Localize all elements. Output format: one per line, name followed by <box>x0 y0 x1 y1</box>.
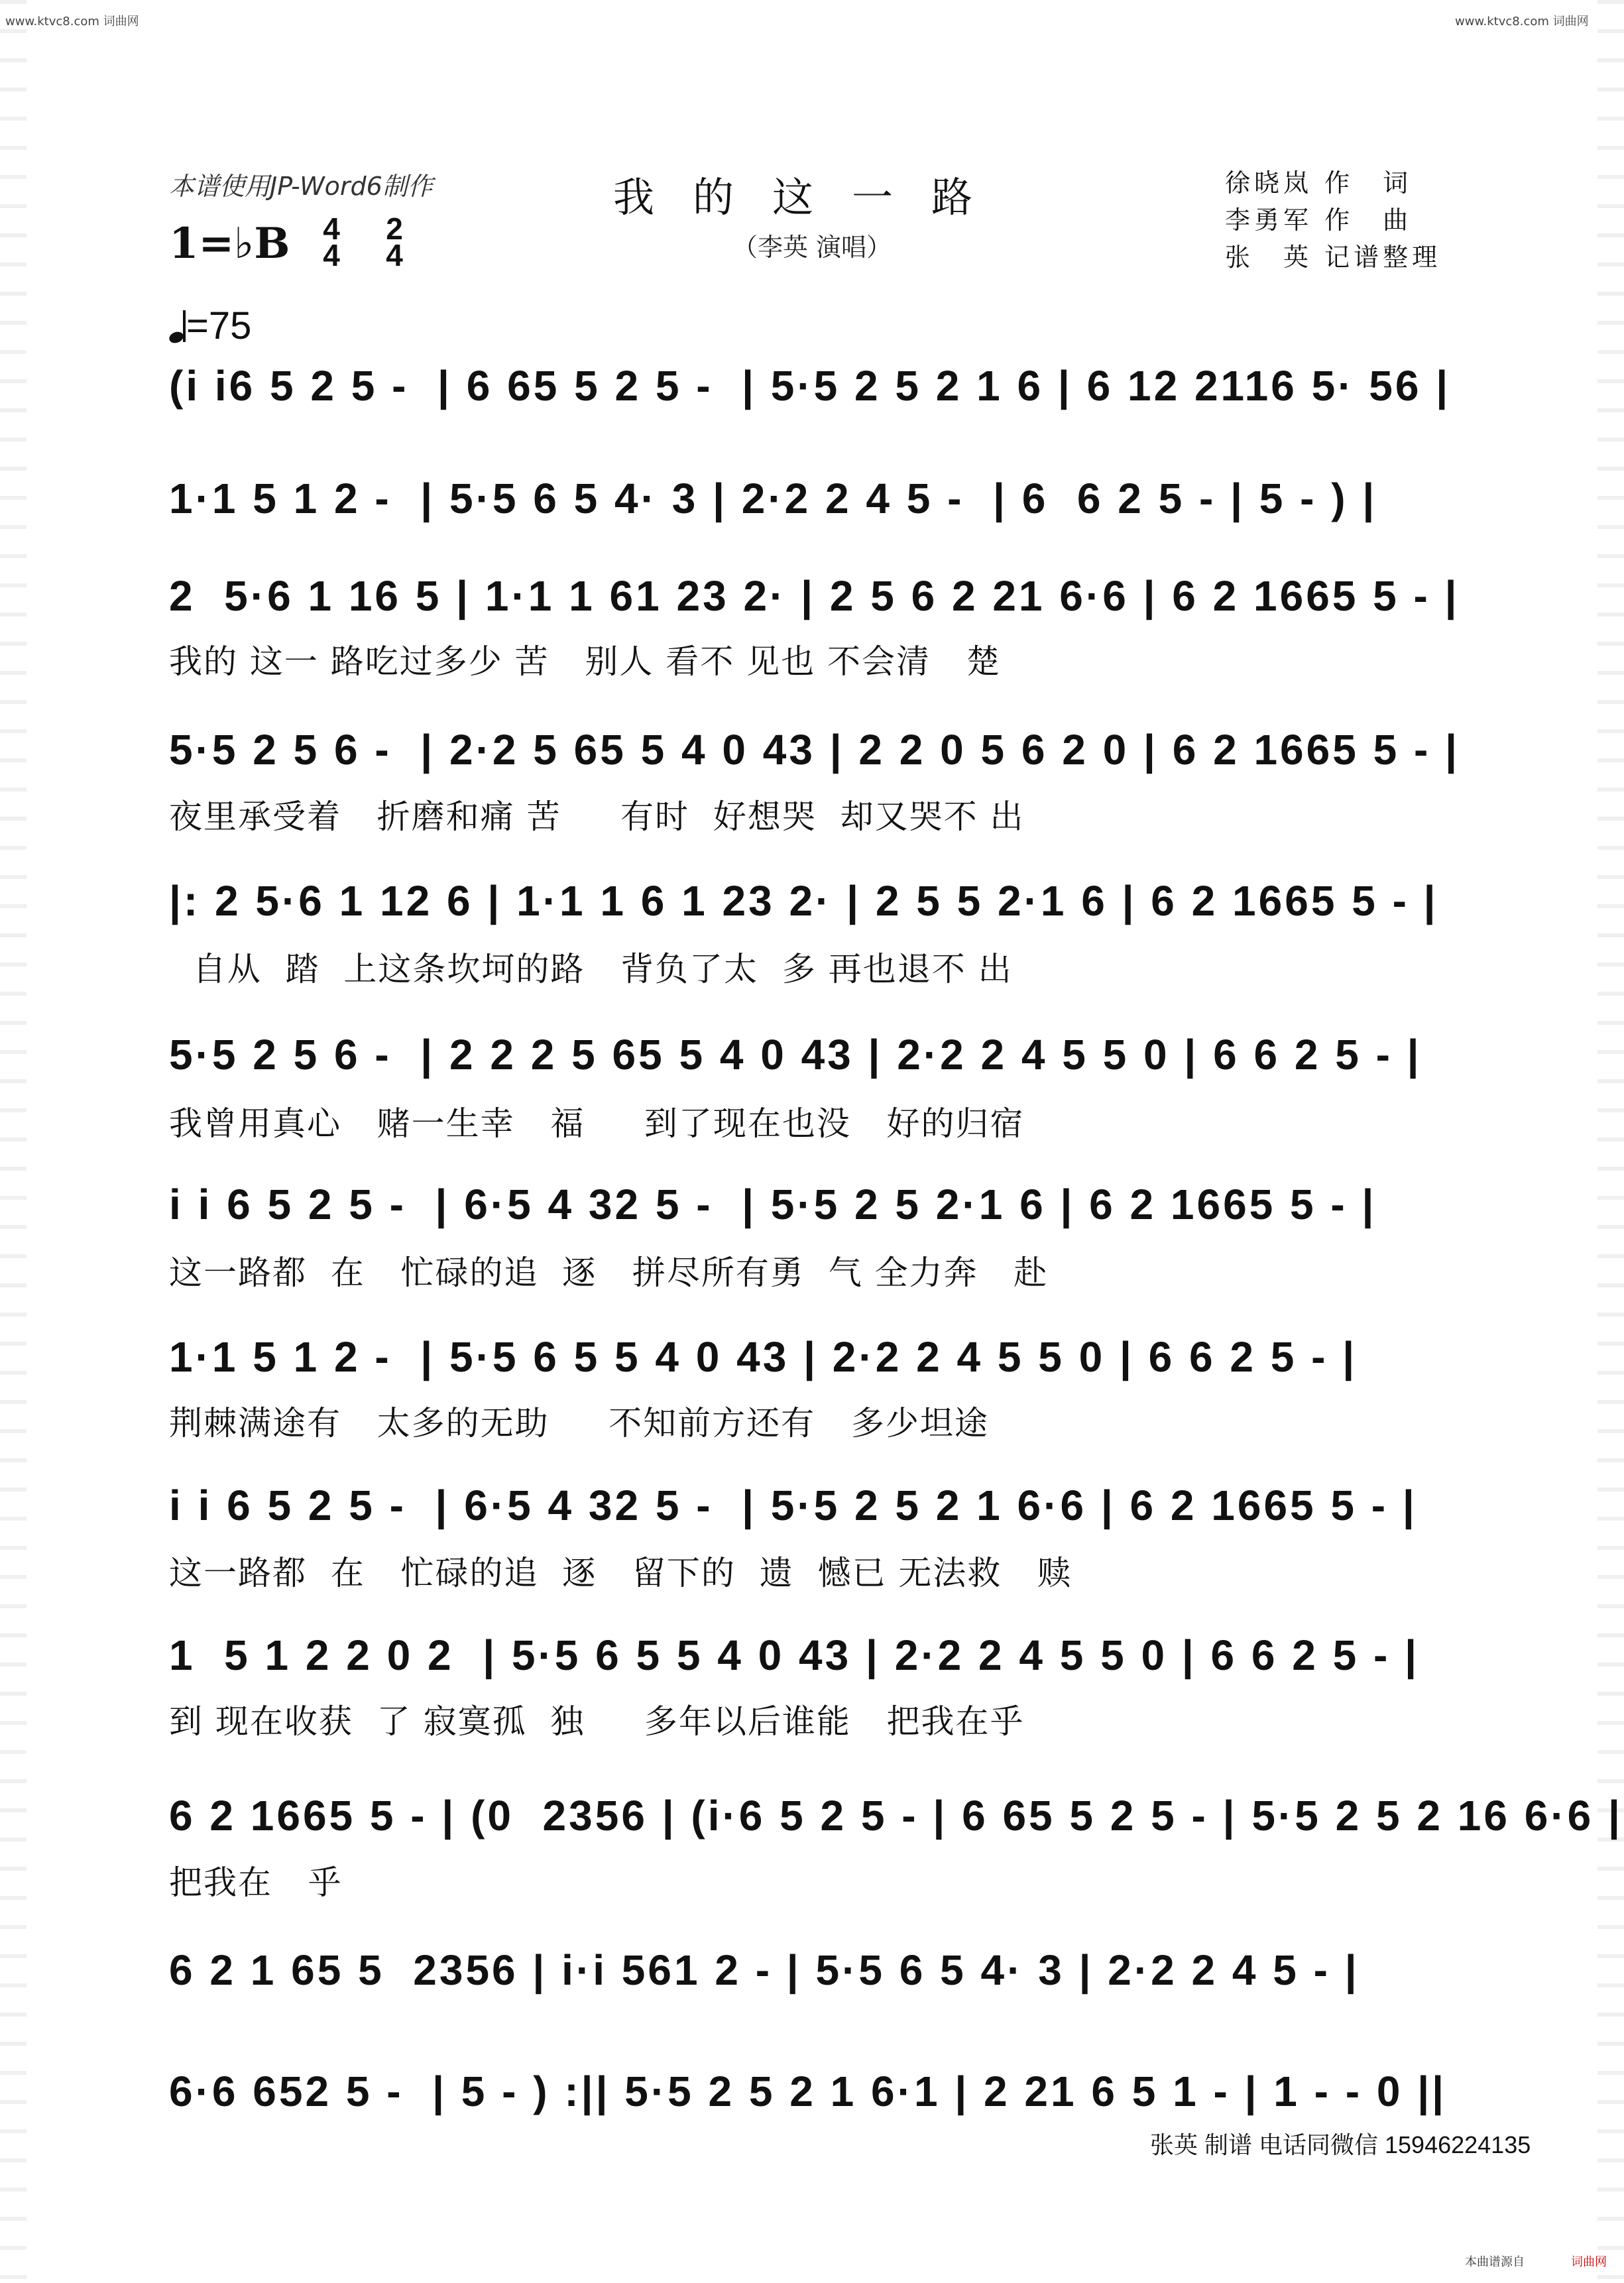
notation-row-9: i i 6 5 2 5 - | 6·5 4 32 5 - | 5·5 2 5 2 1 6·6 | 6 2 1665 5 - | <box>169 1482 1417 1529</box>
notation-row-12: 6 2 1 65 5 2356 | i·i 561 2 - | 5·5 6 5 4· 3 | 2·2 2 4 5 - | <box>169 1946 1360 1994</box>
notation-row-3: 2 5·6 1 16 5 | 1·1 1 61 23 2· | 2 5 6 2 21 6·6 | 6 2 1665 5 - | <box>169 572 1460 620</box>
lyric-row-10: 到 现在收获 了 寂寞孤 独 多年以后谁能 把我在乎 <box>169 1702 1025 1741</box>
notation-row-5: |: 2 5·6 1 12 6 | 1·1 1 6 1 23 2· | 2 5 5 2·1 6 | 6 2 1665 5 - | <box>169 877 1438 925</box>
song-title: 我的这一路 <box>612 173 1011 221</box>
lyric-row-7: 这一路都 在 忙碌的追 逐 拼尽所有勇 气 全力奔 赴 <box>169 1254 1049 1292</box>
notation-row-7: i i 6 5 2 5 - | 6·5 4 32 5 - | 5·5 2 5 2·1 6 | 6 2 1665 5 - | <box>169 1181 1377 1228</box>
lyric-row-3: 我的 这一 路吃过多少 苦 别人 看不 见也 不会清 楚 <box>169 642 1001 681</box>
key-signature: 1=♭B <box>169 219 290 268</box>
notation-row-13: 6·6 652 5 - | 5 - ) :|| 5·5 2 5 2 1 6·1 | 2 21 6 5 1 - | 1 - - 0 || <box>169 2068 1446 2115</box>
source-site-logo: 词曲网 <box>1571 2255 1607 2269</box>
software-note: 本谱使用JP-Word6制作 <box>169 172 433 201</box>
notation-row-1: (i i6 5 2 5 - | 6 65 5 2 5 - | 5·5 2 5 2 1 6 | 6 12 2116 5· 56 | <box>169 362 1451 410</box>
singer-credit: （李英 演唱） <box>732 233 892 262</box>
left-decorative-border <box>0 0 27 2283</box>
right-decorative-border <box>1597 0 1624 2283</box>
quarter-note-stem <box>183 310 186 342</box>
notation-row-6: 5·5 2 5 6 - | 2 2 2 5 65 5 4 0 43 | 2·2 2 4 5 5 0 | 6 6 2 5 - | <box>169 1031 1422 1079</box>
lyric-row-4: 夜里承受着 折磨和痛 苦 有时 好想哭 却又哭不 出 <box>169 797 1025 836</box>
transcriber-signature: 张英 制谱 电话同微信 15946224135 <box>1150 2131 1531 2158</box>
lyric-row-9: 这一路都 在 忙碌的追 逐 留下的 遗 憾已 无法救 赎 <box>169 1554 1073 1592</box>
tempo-marking: =75 <box>169 304 251 348</box>
source-note: 本曲谱源自 <box>1465 2255 1525 2269</box>
time-signature-2: 2 4 <box>386 211 403 272</box>
author-credits: 徐晓岚 作 词 李勇军 作 曲 张 英 记谱整理 <box>1225 168 1442 272</box>
lyric-row-6: 我曾用真心 赌一生幸 福 到了现在也没 好的归宿 <box>169 1104 1025 1143</box>
lyric-row-5: 自从 踏 上这条坎坷的路 背负了太 多 再也退不 出 <box>169 950 1013 988</box>
notation-row-10: 1 5 1 2 2 0 2 | 5·5 6 5 5 4 0 43 | 2·2 2 4 5 5 0 | 6 6 2 5 - | <box>169 1631 1420 1679</box>
notation-row-11: 6 2 1665 5 - | (0 2356 | (i·6 5 2 5 - | 6 65 5 2 5 - | 5·5 2 5 2 16 6·6 | <box>169 1792 1623 1840</box>
top-right-watermark: www.ktvc8.com 词曲网 <box>1455 15 1589 29</box>
time-signature-1: 4 4 <box>323 211 340 272</box>
notation-row-2: 1·1 5 1 2 - | 5·5 6 5 4· 3 | 2·2 2 4 5 - | 6 6 2 5 - | 5 - ) | <box>169 475 1377 522</box>
notation-row-8: 1·1 5 1 2 - | 5·5 6 5 5 4 0 43 | 2·2 2 4 5 5 0 | 6 6 2 5 - | <box>169 1333 1358 1381</box>
notation-row-4: 5·5 2 5 6 - | 2·2 5 65 5 4 0 43 | 2 2 0 5 6 2 0 | 6 2 1665 5 - | <box>169 726 1460 774</box>
top-left-watermark: www.ktvc8.com 词曲网 <box>5 15 139 29</box>
lyric-row-8: 荆棘满途有 太多的无助 不知前方还有 多少坦途 <box>169 1404 989 1442</box>
lyric-row-11: 把我在 乎 <box>169 1863 343 1902</box>
